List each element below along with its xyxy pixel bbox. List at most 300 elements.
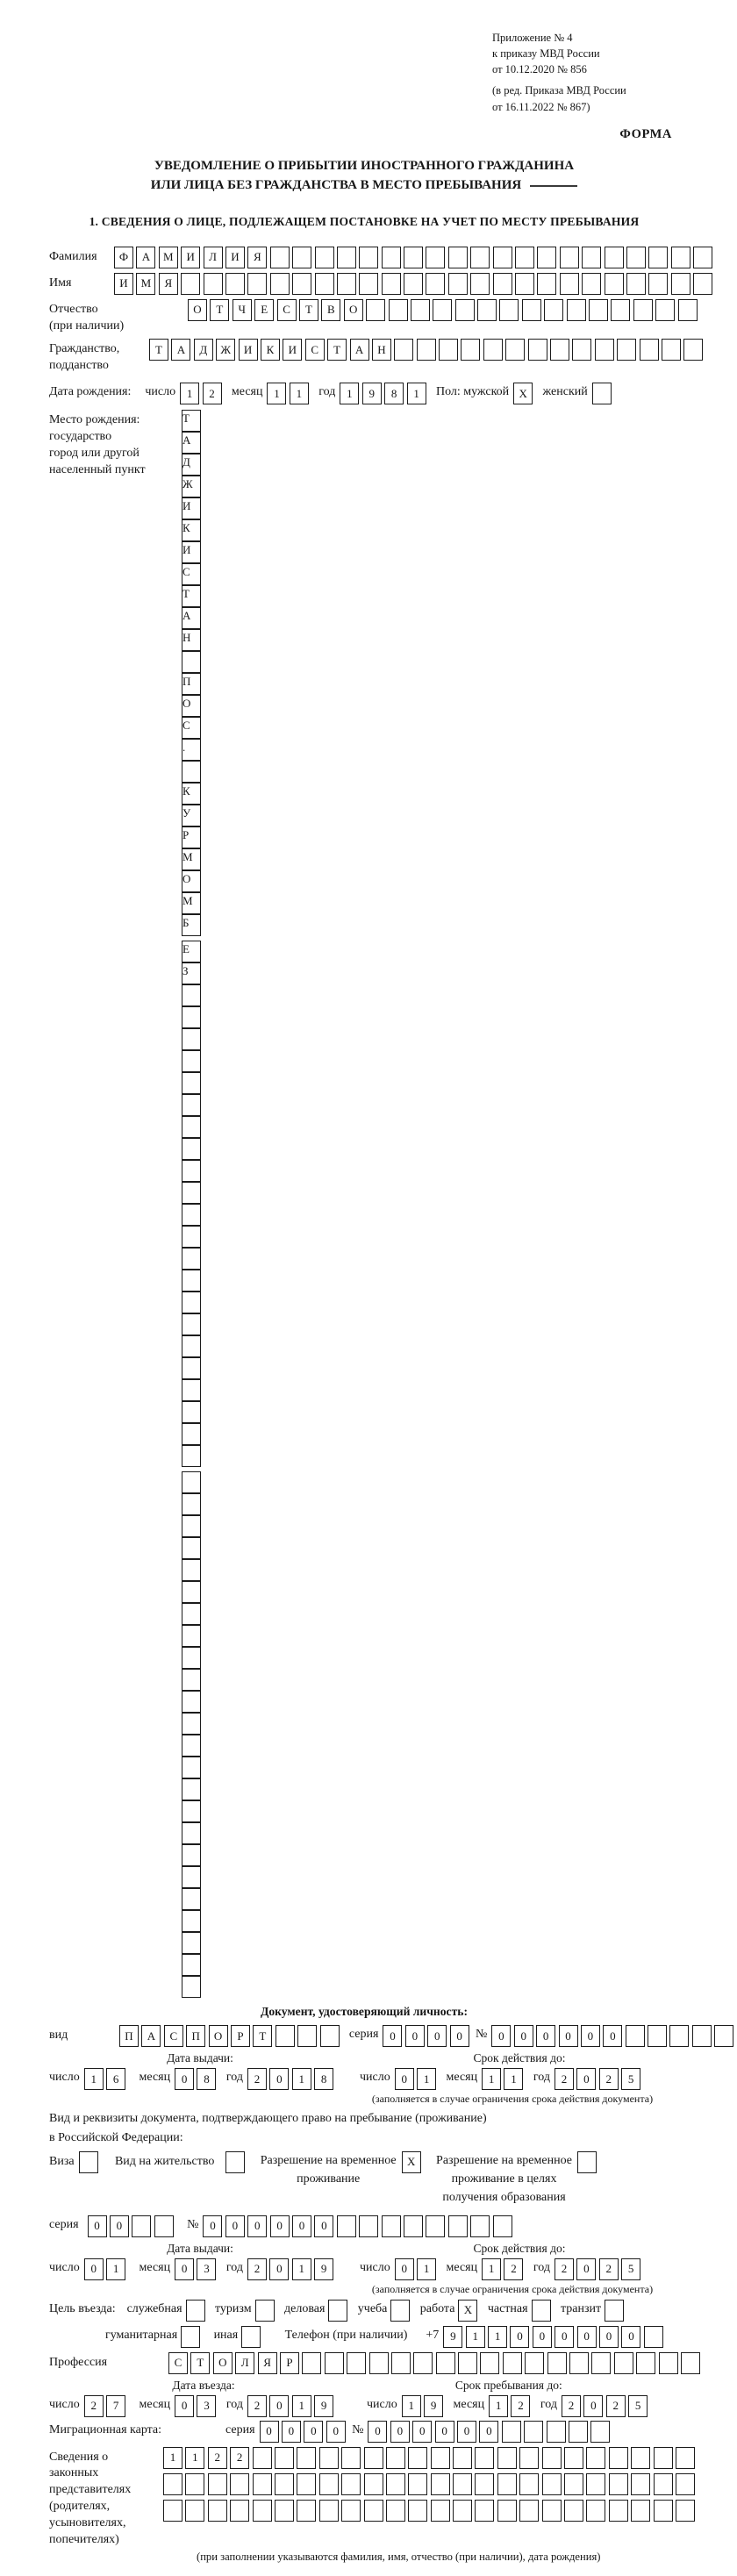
form-cell[interactable]: 2 (555, 2258, 574, 2280)
form-cell[interactable]: 0 (510, 2326, 529, 2348)
form-cell[interactable]: И (114, 273, 133, 295)
form-cell[interactable] (654, 2473, 673, 2495)
form-cell[interactable]: 1 (417, 2258, 436, 2280)
form-cell[interactable]: Е (254, 299, 274, 321)
form-cell[interactable] (182, 1669, 201, 1691)
form-cell[interactable]: 1 (84, 2068, 104, 2090)
form-cell[interactable]: К (261, 339, 280, 361)
form-cell[interactable] (328, 2300, 347, 2322)
form-cell[interactable] (182, 984, 201, 1006)
form-cell[interactable]: 1 (267, 383, 286, 404)
form-cell[interactable] (595, 339, 614, 361)
form-cell[interactable]: 0 (395, 2068, 414, 2090)
form-cell[interactable] (644, 2326, 663, 2348)
form-cell[interactable] (582, 273, 601, 295)
form-cell[interactable] (519, 2447, 539, 2469)
form-cell[interactable]: 0 (533, 2326, 552, 2348)
form-cell[interactable] (609, 2447, 628, 2469)
form-cell[interactable] (182, 1976, 201, 1998)
form-cell[interactable]: И (181, 247, 200, 268)
form-cell[interactable] (182, 1006, 201, 1028)
form-cell[interactable] (182, 1603, 201, 1625)
form-cell[interactable] (182, 1757, 201, 1778)
form-cell[interactable]: 0 (84, 2258, 104, 2280)
form-cell[interactable] (359, 273, 378, 295)
form-cell[interactable] (475, 2500, 494, 2522)
form-cell[interactable] (315, 247, 334, 268)
form-cell[interactable] (341, 2447, 361, 2469)
form-cell[interactable]: X (513, 383, 533, 404)
form-cell[interactable]: С (164, 2025, 183, 2047)
form-cell[interactable] (586, 2447, 605, 2469)
form-cell[interactable] (411, 299, 430, 321)
form-cell[interactable] (225, 2151, 245, 2173)
form-cell[interactable] (480, 2352, 499, 2374)
form-cell[interactable]: 1 (106, 2258, 125, 2280)
form-cell[interactable] (564, 2500, 583, 2522)
form-cell[interactable] (359, 2215, 378, 2237)
form-cell[interactable] (182, 1866, 201, 1888)
form-cell[interactable] (453, 2447, 472, 2469)
form-cell[interactable]: . (182, 739, 201, 761)
form-cell[interactable]: И (283, 339, 302, 361)
form-cell[interactable]: 2 (599, 2258, 619, 2280)
form-cell[interactable]: 1 (292, 2068, 311, 2090)
form-cell[interactable] (225, 273, 245, 295)
form-cell[interactable]: 0 (225, 2215, 245, 2237)
form-cell[interactable] (631, 2447, 650, 2469)
form-cell[interactable]: П (186, 2025, 205, 2047)
form-cell[interactable] (181, 273, 200, 295)
form-cell[interactable]: 1 (185, 2447, 204, 2469)
form-cell[interactable]: 2 (203, 383, 222, 404)
form-cell[interactable] (182, 1910, 201, 1932)
form-cell[interactable] (648, 273, 668, 295)
form-cell[interactable] (455, 299, 475, 321)
form-cell[interactable]: 0 (247, 2215, 267, 2237)
form-cell[interactable] (714, 2025, 733, 2047)
form-cell[interactable] (537, 247, 556, 268)
form-cell[interactable]: 0 (175, 2395, 194, 2417)
form-cell[interactable] (182, 1160, 201, 1182)
form-cell[interactable]: В (321, 299, 340, 321)
form-cell[interactable]: 6 (106, 2068, 125, 2090)
form-cell[interactable]: 0 (577, 2326, 597, 2348)
form-cell[interactable] (413, 2352, 433, 2374)
form-cell[interactable]: Т (327, 339, 347, 361)
form-cell[interactable] (182, 1537, 201, 1559)
form-cell[interactable]: Т (299, 299, 318, 321)
form-cell[interactable]: 0 (479, 2421, 498, 2443)
form-cell[interactable]: 1 (488, 2326, 507, 2348)
form-cell[interactable] (208, 2500, 227, 2522)
form-cell[interactable]: З (182, 962, 201, 984)
form-cell[interactable] (182, 1800, 201, 1822)
form-cell[interactable] (458, 2352, 477, 2374)
form-cell[interactable] (633, 299, 653, 321)
form-cell[interactable]: С (182, 563, 201, 585)
form-cell[interactable] (292, 247, 311, 268)
form-cell[interactable] (528, 339, 547, 361)
form-cell[interactable]: Р (280, 2352, 299, 2374)
form-cell[interactable]: А (136, 247, 155, 268)
form-cell[interactable] (582, 247, 601, 268)
form-cell[interactable]: 3 (197, 2258, 216, 2280)
form-cell[interactable]: 2 (562, 2395, 581, 2417)
form-cell[interactable] (431, 2500, 450, 2522)
form-cell[interactable] (253, 2500, 272, 2522)
form-cell[interactable] (185, 2500, 204, 2522)
form-cell[interactable] (475, 2473, 494, 2495)
form-cell[interactable] (515, 247, 534, 268)
form-cell[interactable] (182, 1204, 201, 1226)
form-cell[interactable] (241, 2326, 261, 2348)
form-cell[interactable] (532, 2300, 551, 2322)
form-cell[interactable] (631, 2500, 650, 2522)
form-cell[interactable] (182, 1292, 201, 1313)
form-cell[interactable]: 1 (466, 2326, 485, 2348)
form-cell[interactable] (560, 247, 579, 268)
form-cell[interactable]: 0 (599, 2326, 619, 2348)
form-cell[interactable]: 0 (269, 2068, 289, 2090)
form-cell[interactable] (683, 339, 703, 361)
form-cell[interactable]: А (182, 607, 201, 629)
form-cell[interactable] (390, 2300, 410, 2322)
form-cell[interactable] (502, 2421, 521, 2443)
form-cell[interactable]: 3 (197, 2395, 216, 2417)
form-cell[interactable]: Р (231, 2025, 250, 2047)
form-cell[interactable]: 9 (314, 2395, 333, 2417)
form-cell[interactable]: 2 (599, 2068, 619, 2090)
form-cell[interactable] (297, 2025, 317, 2047)
form-cell[interactable]: 1 (292, 2258, 311, 2280)
form-cell[interactable] (182, 1270, 201, 1292)
form-cell[interactable]: 9 (443, 2326, 462, 2348)
form-cell[interactable] (364, 2473, 383, 2495)
form-cell[interactable] (404, 247, 423, 268)
form-cell[interactable] (208, 2473, 227, 2495)
form-cell[interactable]: М (182, 892, 201, 914)
form-cell[interactable]: С (168, 2352, 188, 2374)
form-cell[interactable]: 0 (395, 2258, 414, 2280)
form-cell[interactable] (591, 2352, 611, 2374)
form-cell[interactable]: 0 (581, 2025, 600, 2047)
form-cell[interactable] (369, 2352, 389, 2374)
form-cell[interactable]: 0 (110, 2215, 129, 2237)
form-cell[interactable] (564, 2473, 583, 2495)
form-cell[interactable] (614, 2352, 633, 2374)
form-cell[interactable]: А (171, 339, 190, 361)
form-cell[interactable] (497, 2447, 517, 2469)
form-cell[interactable]: 9 (314, 2258, 333, 2280)
form-cell[interactable]: И (182, 541, 201, 563)
form-cell[interactable]: 0 (621, 2326, 640, 2348)
form-cell[interactable] (605, 2300, 624, 2322)
form-cell[interactable]: 0 (270, 2215, 290, 2237)
form-cell[interactable] (275, 2025, 295, 2047)
form-cell[interactable] (431, 2447, 450, 2469)
form-cell[interactable] (693, 273, 712, 295)
form-cell[interactable]: А (350, 339, 369, 361)
form-cell[interactable] (319, 2500, 339, 2522)
form-cell[interactable]: Т (253, 2025, 272, 2047)
form-cell[interactable]: 2 (208, 2447, 227, 2469)
form-cell[interactable]: 2 (247, 2068, 267, 2090)
form-cell[interactable] (590, 2421, 610, 2443)
form-cell[interactable] (182, 1954, 201, 1976)
form-cell[interactable]: 1 (340, 383, 359, 404)
form-cell[interactable] (605, 273, 624, 295)
form-cell[interactable]: 5 (621, 2258, 640, 2280)
form-cell[interactable] (515, 273, 534, 295)
form-cell[interactable]: 7 (106, 2395, 125, 2417)
form-cell[interactable] (433, 299, 452, 321)
form-cell[interactable] (182, 1691, 201, 1713)
form-cell[interactable] (270, 247, 290, 268)
form-cell[interactable]: 1 (489, 2395, 508, 2417)
form-cell[interactable]: О (182, 695, 201, 717)
form-cell[interactable] (182, 1357, 201, 1379)
form-cell[interactable] (182, 651, 201, 673)
form-cell[interactable] (648, 247, 668, 268)
form-cell[interactable]: 0 (405, 2025, 425, 2047)
form-cell[interactable] (337, 2215, 356, 2237)
form-cell[interactable] (182, 1778, 201, 1800)
form-cell[interactable] (182, 1138, 201, 1160)
form-cell[interactable] (182, 1515, 201, 1537)
form-cell[interactable] (636, 2352, 655, 2374)
form-cell[interactable] (676, 2473, 695, 2495)
form-cell[interactable] (132, 2215, 151, 2237)
form-cell[interactable] (497, 2473, 517, 2495)
form-cell[interactable]: Б (182, 914, 201, 936)
form-cell[interactable]: 0 (203, 2215, 222, 2237)
form-cell[interactable] (182, 1313, 201, 1335)
form-cell[interactable]: Е (182, 941, 201, 962)
form-cell[interactable] (204, 273, 223, 295)
form-cell[interactable] (572, 339, 591, 361)
form-cell[interactable]: Д (194, 339, 213, 361)
form-cell[interactable] (230, 2473, 249, 2495)
form-cell[interactable] (448, 2215, 468, 2237)
form-cell[interactable]: 0 (175, 2068, 194, 2090)
form-cell[interactable] (394, 339, 413, 361)
form-cell[interactable] (609, 2473, 628, 2495)
form-cell[interactable] (366, 299, 385, 321)
form-cell[interactable]: И (182, 497, 201, 519)
form-cell[interactable] (182, 1625, 201, 1647)
form-cell[interactable]: 0 (292, 2215, 311, 2237)
form-cell[interactable] (230, 2500, 249, 2522)
form-cell[interactable]: 0 (368, 2421, 387, 2443)
form-cell[interactable] (182, 761, 201, 783)
form-cell[interactable]: 0 (282, 2421, 301, 2443)
form-cell[interactable] (431, 2473, 450, 2495)
form-cell[interactable]: О (188, 299, 207, 321)
form-cell[interactable] (483, 339, 503, 361)
form-cell[interactable]: Л (235, 2352, 254, 2374)
form-cell[interactable]: 0 (435, 2421, 454, 2443)
form-cell[interactable] (542, 2500, 562, 2522)
form-cell[interactable]: 0 (576, 2068, 596, 2090)
form-cell[interactable]: И (239, 339, 258, 361)
form-cell[interactable] (631, 2473, 650, 2495)
form-cell[interactable] (676, 2500, 695, 2522)
form-cell[interactable] (550, 339, 569, 361)
form-cell[interactable]: Т (149, 339, 168, 361)
form-cell[interactable]: 8 (384, 383, 404, 404)
form-cell[interactable]: Р (182, 826, 201, 848)
form-cell[interactable] (182, 1072, 201, 1094)
form-cell[interactable]: 0 (326, 2421, 346, 2443)
form-cell[interactable]: 1 (407, 383, 426, 404)
form-cell[interactable] (297, 2447, 316, 2469)
form-cell[interactable]: 1 (402, 2395, 421, 2417)
form-cell[interactable]: 0 (491, 2025, 511, 2047)
form-cell[interactable] (693, 247, 712, 268)
form-cell[interactable] (592, 383, 612, 404)
form-cell[interactable] (654, 2500, 673, 2522)
form-cell[interactable] (182, 1423, 201, 1445)
form-cell[interactable] (163, 2473, 182, 2495)
form-cell[interactable] (669, 2025, 689, 2047)
form-cell[interactable] (569, 2421, 588, 2443)
form-cell[interactable]: Н (372, 339, 391, 361)
form-cell[interactable] (337, 247, 356, 268)
form-cell[interactable] (497, 2500, 517, 2522)
form-cell[interactable]: X (458, 2300, 477, 2322)
form-cell[interactable]: К (182, 519, 201, 541)
form-cell[interactable] (662, 339, 681, 361)
form-cell[interactable]: М (182, 848, 201, 870)
form-cell[interactable] (182, 1735, 201, 1757)
form-cell[interactable]: 1 (292, 2395, 311, 2417)
form-cell[interactable] (315, 273, 334, 295)
form-cell[interactable] (542, 2473, 562, 2495)
form-cell[interactable]: 0 (555, 2326, 574, 2348)
form-cell[interactable]: 0 (559, 2025, 578, 2047)
form-cell[interactable] (577, 2151, 597, 2173)
form-cell[interactable]: Ж (182, 476, 201, 497)
form-cell[interactable] (382, 2215, 401, 2237)
form-cell[interactable]: Д (182, 454, 201, 476)
form-cell[interactable]: 9 (362, 383, 382, 404)
form-cell[interactable]: Ф (114, 247, 133, 268)
form-cell[interactable]: 0 (583, 2395, 603, 2417)
form-cell[interactable] (426, 247, 445, 268)
form-cell[interactable] (547, 2352, 567, 2374)
form-cell[interactable] (391, 2352, 411, 2374)
form-cell[interactable]: 5 (621, 2068, 640, 2090)
form-cell[interactable] (182, 1713, 201, 1735)
form-cell[interactable]: 1 (180, 383, 199, 404)
form-cell[interactable] (503, 2352, 522, 2374)
form-cell[interactable] (182, 1888, 201, 1910)
form-cell[interactable] (408, 2447, 427, 2469)
form-cell[interactable]: 2 (247, 2258, 267, 2280)
form-cell[interactable] (404, 273, 423, 295)
form-cell[interactable] (182, 1335, 201, 1357)
form-cell[interactable] (470, 247, 490, 268)
form-cell[interactable]: 2 (247, 2395, 267, 2417)
form-cell[interactable]: 2 (504, 2258, 523, 2280)
form-cell[interactable] (182, 1379, 201, 1401)
form-cell[interactable] (337, 273, 356, 295)
form-cell[interactable] (404, 2215, 423, 2237)
form-cell[interactable] (389, 299, 408, 321)
form-cell[interactable]: 0 (536, 2025, 555, 2047)
form-cell[interactable] (182, 1028, 201, 1050)
form-cell[interactable] (79, 2151, 98, 2173)
form-cell[interactable]: 0 (576, 2258, 596, 2280)
form-cell[interactable] (182, 1471, 201, 1493)
form-cell[interactable] (439, 339, 458, 361)
form-cell[interactable] (253, 2473, 272, 2495)
form-cell[interactable] (408, 2473, 427, 2495)
form-cell[interactable] (297, 2500, 316, 2522)
form-cell[interactable]: А (141, 2025, 161, 2047)
form-cell[interactable] (182, 1094, 201, 1116)
form-cell[interactable] (448, 273, 468, 295)
form-cell[interactable]: У (182, 805, 201, 826)
form-cell[interactable] (297, 2473, 316, 2495)
form-cell[interactable] (524, 2421, 543, 2443)
form-cell[interactable] (671, 273, 690, 295)
form-cell[interactable] (186, 2300, 205, 2322)
form-cell[interactable]: Т (182, 410, 201, 432)
form-cell[interactable] (319, 2473, 339, 2495)
form-cell[interactable] (542, 2447, 562, 2469)
form-cell[interactable]: 0 (304, 2421, 323, 2443)
form-cell[interactable] (364, 2447, 383, 2469)
form-cell[interactable] (163, 2500, 182, 2522)
form-cell[interactable]: Я (258, 2352, 277, 2374)
form-cell[interactable]: М (159, 247, 178, 268)
form-cell[interactable] (609, 2500, 628, 2522)
form-cell[interactable]: 9 (424, 2395, 443, 2417)
form-cell[interactable]: О (209, 2025, 228, 2047)
form-cell[interactable]: 0 (260, 2421, 279, 2443)
form-cell[interactable] (671, 247, 690, 268)
form-cell[interactable]: Н (182, 629, 201, 651)
form-cell[interactable]: Ж (216, 339, 235, 361)
form-cell[interactable] (270, 273, 290, 295)
form-cell[interactable] (253, 2447, 272, 2469)
form-cell[interactable] (181, 2326, 200, 2348)
form-cell[interactable] (648, 2025, 667, 2047)
form-cell[interactable]: 1 (417, 2068, 436, 2090)
form-cell[interactable] (626, 273, 646, 295)
form-cell[interactable]: 2 (511, 2395, 530, 2417)
form-cell[interactable] (547, 2421, 566, 2443)
form-cell[interactable] (611, 299, 630, 321)
form-cell[interactable] (275, 2473, 294, 2495)
form-cell[interactable]: 0 (88, 2215, 107, 2237)
form-cell[interactable] (182, 1844, 201, 1866)
form-cell[interactable]: 0 (457, 2421, 476, 2443)
form-cell[interactable]: О (182, 870, 201, 892)
form-cell[interactable] (448, 247, 468, 268)
form-cell[interactable] (544, 299, 563, 321)
form-cell[interactable] (519, 2473, 539, 2495)
form-cell[interactable]: 0 (175, 2258, 194, 2280)
form-cell[interactable] (617, 339, 636, 361)
form-cell[interactable] (589, 299, 608, 321)
form-cell[interactable] (493, 2215, 512, 2237)
form-cell[interactable] (319, 2447, 339, 2469)
form-cell[interactable] (320, 2025, 340, 2047)
form-cell[interactable]: 2 (606, 2395, 626, 2417)
